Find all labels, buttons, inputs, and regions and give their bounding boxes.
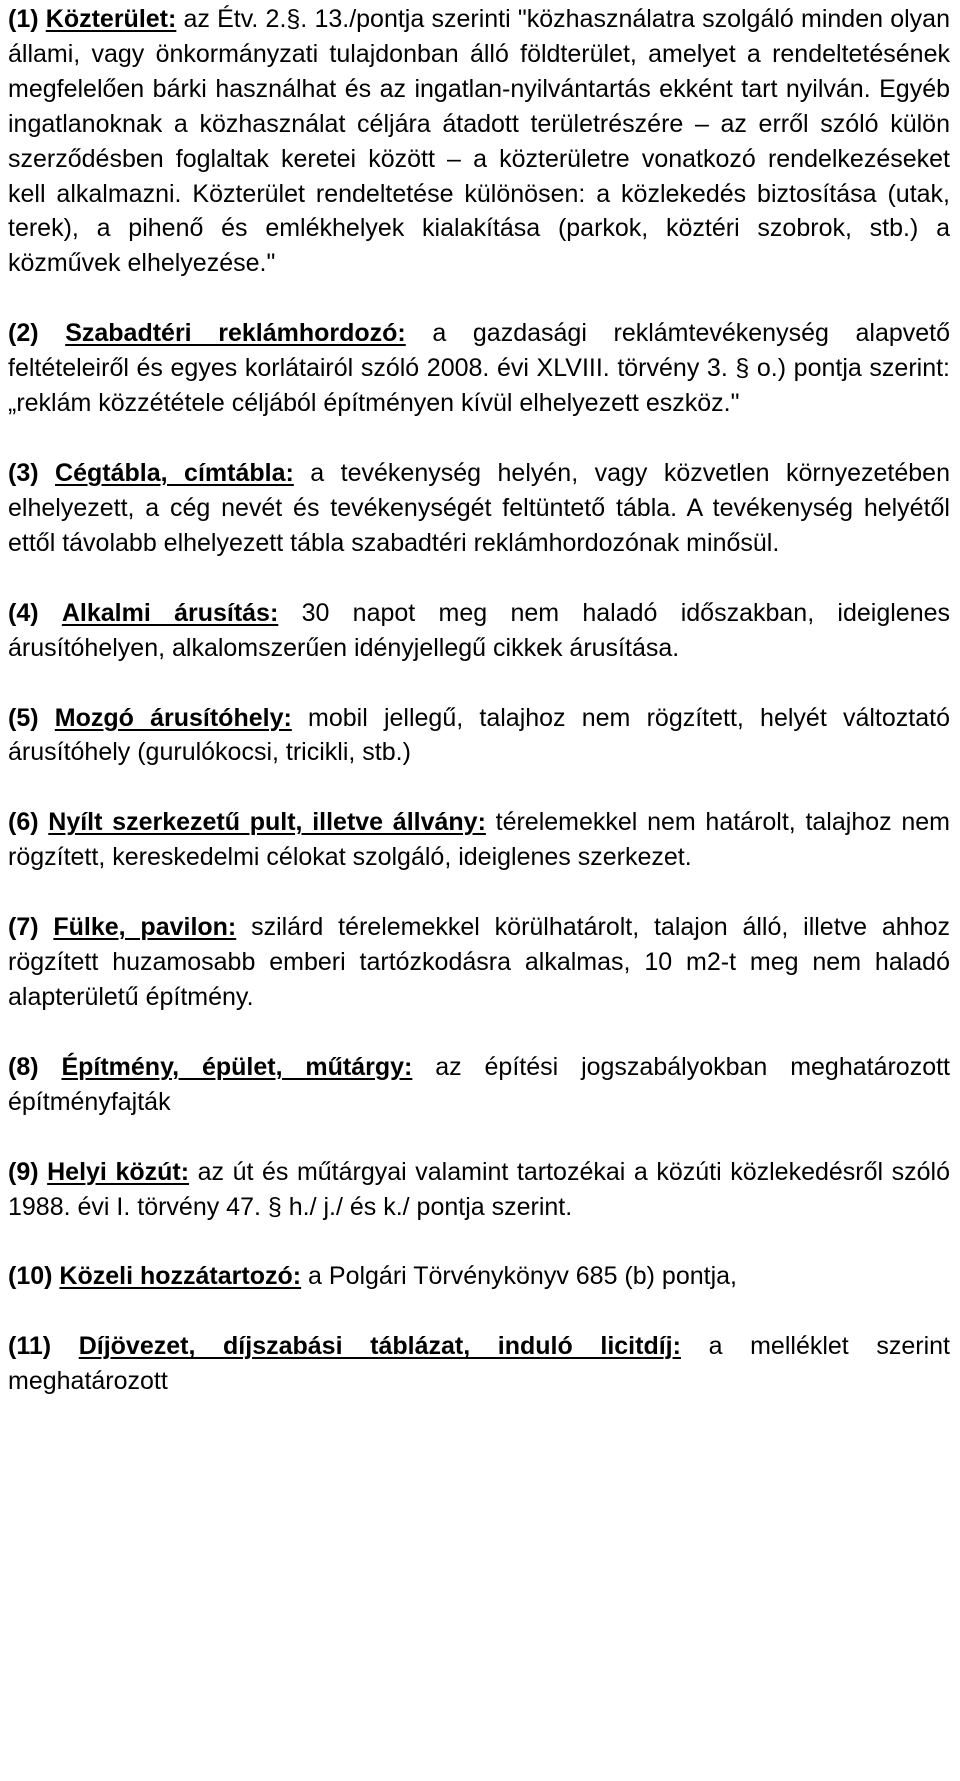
definition-text: szilárd térelemekkel körülhatárolt, talajon álló, illetve ahhoz rögzített huzamosabb emberi tartózkodásra alkalmas, 10 m2-t meg nem haladó alapterületű építmény. bbox=[8, 913, 950, 1011]
defined-term: Közterület: bbox=[45, 5, 177, 33]
paragraph-number: (10) bbox=[8, 1262, 53, 1291]
definition-text: a melléklet szerint meghatározott bbox=[8, 1332, 950, 1396]
definition-text: a Polgári Törvénykönyv 685 (b) pontja, bbox=[308, 1262, 737, 1291]
paragraph-number: (7) bbox=[8, 913, 39, 942]
paragraph-number: (2) bbox=[8, 319, 39, 348]
definition-text: a tevékenység helyén, vagy közvetlen környezetében elhelyezett, a cég nevét és tevékenységét feltüntető tábla. A tevékenység helyétől ettől távolabb elhelyezett tábla szabadtéri reklámhordozónak minősül. bbox=[8, 458, 950, 557]
defined-term: Mozgó árusítóhely: bbox=[54, 703, 292, 732]
paragraph-number: (4) bbox=[8, 598, 39, 627]
defined-term: Szabadtéri reklámhordozó: bbox=[65, 319, 406, 348]
defined-term: Nyílt szerkezetű pult, illetve állvány: bbox=[48, 808, 486, 837]
paragraph-number: (3) bbox=[8, 458, 39, 487]
definition-text: az út és műtárgyai valamint tartozékai a közúti közlekedésről szóló 1988. évi I. törvény 47. § h./ j./ és k./ pontja szerint. bbox=[8, 1157, 950, 1221]
definition-paragraph-2 bbox=[8, 316, 950, 421]
definition-paragraph-7 bbox=[8, 910, 950, 1015]
paragraph-number: (6) bbox=[8, 808, 39, 837]
defined-term: Közeli hozzátartozó: bbox=[59, 1262, 302, 1291]
definition-paragraph-5 bbox=[8, 701, 950, 771]
definition-paragraph-4 bbox=[8, 596, 950, 666]
defined-term: Építmény, épület, műtárgy: bbox=[61, 1052, 413, 1081]
definition-text: a gazdasági reklámtevékenység alapvető feltételeiről és egyes korlátairól szóló 2008. évi XLVIII. törvény 3. § o.) pontja szerint: „reklám közzététele céljából építményen kívül elhelyezett eszköz." bbox=[8, 319, 951, 418]
definition-paragraph-1 bbox=[8, 2, 950, 281]
definition-paragraph-10 bbox=[8, 1259, 950, 1294]
defined-term: Helyi közút: bbox=[47, 1157, 190, 1186]
definition-paragraph-8 bbox=[8, 1050, 950, 1120]
paragraph-number: (9) bbox=[8, 1157, 39, 1186]
definition-paragraph-6 bbox=[8, 805, 950, 875]
defined-term: Fülke, pavilon: bbox=[53, 913, 237, 942]
definition-paragraph-9 bbox=[8, 1155, 950, 1225]
defined-term: Cégtábla, címtábla: bbox=[55, 458, 294, 487]
definition-text: 30 napot meg nem haladó időszakban, ideiglenes árusítóhelyen, alkalomszerűen idényjellegű cikkek árusítása. bbox=[8, 598, 951, 662]
definition-text: az építési jogszabályokban meghatározott építményfajták bbox=[8, 1052, 951, 1116]
definition-text: az Étv. 2.§. 13./pontja szerinti "közhasználatra szolgáló minden olyan állami, vagy önkormányzati tulajdonban álló földterület, amelyet a rendeltetésének megfelelően bárki használhat és az ingatlan-nyilvántartás ekként tart nyilván. Egyéb ingatlanoknak a közhasználat céljára átadott területrészére – az erről szóló külön szerződésben foglaltak keretei között – a közterületre vonatkozó rendelkezéseket kell alkalmazni. Közterület rendeltetése különösen: a közlekedés biztosítása (utak, terek), a pihenő és emlékhelyek kialakítása (parkok, köztéri szobrok, stb.) a közművek elhelyezése." bbox=[8, 5, 950, 278]
definition-paragraph-3 bbox=[8, 456, 950, 561]
definition-text: térelemekkel nem határolt, talajhoz nem rögzített, kereskedelmi célokat szolgáló, ideiglenes szerkezet. bbox=[8, 808, 950, 872]
paragraph-number: (5) bbox=[8, 703, 39, 732]
paragraph-number: (1) bbox=[8, 5, 39, 33]
defined-term: Díjövezet, díjszabási táblázat, induló licitdíj: bbox=[78, 1332, 681, 1361]
definition-paragraph-11 bbox=[8, 1329, 950, 1399]
paragraph-number: (11) bbox=[8, 1332, 52, 1361]
defined-term: Alkalmi árusítás: bbox=[61, 598, 279, 627]
paragraph-number: (8) bbox=[8, 1052, 39, 1081]
definition-text: mobil jellegű, talajhoz nem rögzített, helyét változtató árusítóhely (gurulókocsi, tricikli, stb.) bbox=[8, 703, 950, 767]
